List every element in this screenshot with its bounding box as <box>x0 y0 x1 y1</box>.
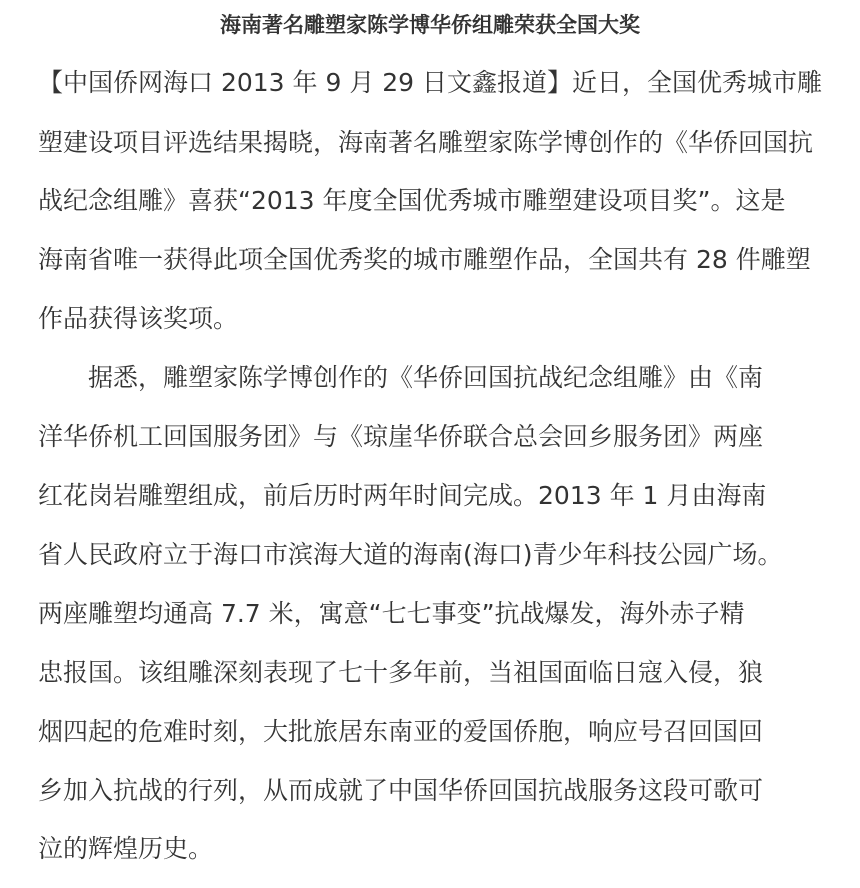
paragraph-2-line: 据悉，雕塑家陈学博创作的《华侨回国抗战纪念组雕》由《南 <box>88 363 764 392</box>
paragraph-2-line: 洋华侨机工回国服务团》与《琼崖华侨联合总会回乡服务团》两座 <box>38 422 764 451</box>
paragraph-1-line: 海南省唯一获得此项全国优秀奖的城市雕塑作品，全国共有 28 件雕塑 <box>38 245 811 274</box>
paragraph-1-line: 【中国侨网海口 2013 年 9 月 29 日文鑫报道】近日，全国优秀城市雕 <box>38 68 823 97</box>
paragraph-2-line: 烟四起的危难时刻，大批旅居东南亚的爱国侨胞，响应号召回国回 <box>38 717 764 746</box>
paragraph-1-line: 战纪念组雕》喜获“2013 年度全国优秀城市雕塑建设项目奖”。这是 <box>38 186 786 215</box>
paragraph-1-line: 塑建设项目评选结果揭晓，海南著名雕塑家陈学博创作的《华侨回国抗 <box>38 128 814 157</box>
paragraph-2-line: 两座雕塑均通高 7.7 米，寓意“七七事变”抗战爆发，海外赤子精 <box>38 599 745 628</box>
article-title: 海南著名雕塑家陈学博华侨组雕荣获全国大奖 <box>220 13 640 37</box>
paragraph-1-line: 作品获得该奖项。 <box>38 304 239 333</box>
paragraph-2-line: 省人民政府立于海口市滨海大道的海南(海口)青少年科技公园广场。 <box>38 540 783 569</box>
paragraph-2-line: 泣的辉煌历史。 <box>38 834 214 863</box>
paragraph-2-line: 忠报国。该组雕深刻表现了七十多年前，当祖国面临日寇入侵，狼 <box>38 658 764 687</box>
paragraph-2-line: 红花岗岩雕塑组成，前后历时两年时间完成。2013 年 1 月由海南 <box>38 481 767 510</box>
paragraph-2-line: 乡加入抗战的行列，从而成就了中国华侨回国抗战服务这段可歌可 <box>38 776 764 805</box>
